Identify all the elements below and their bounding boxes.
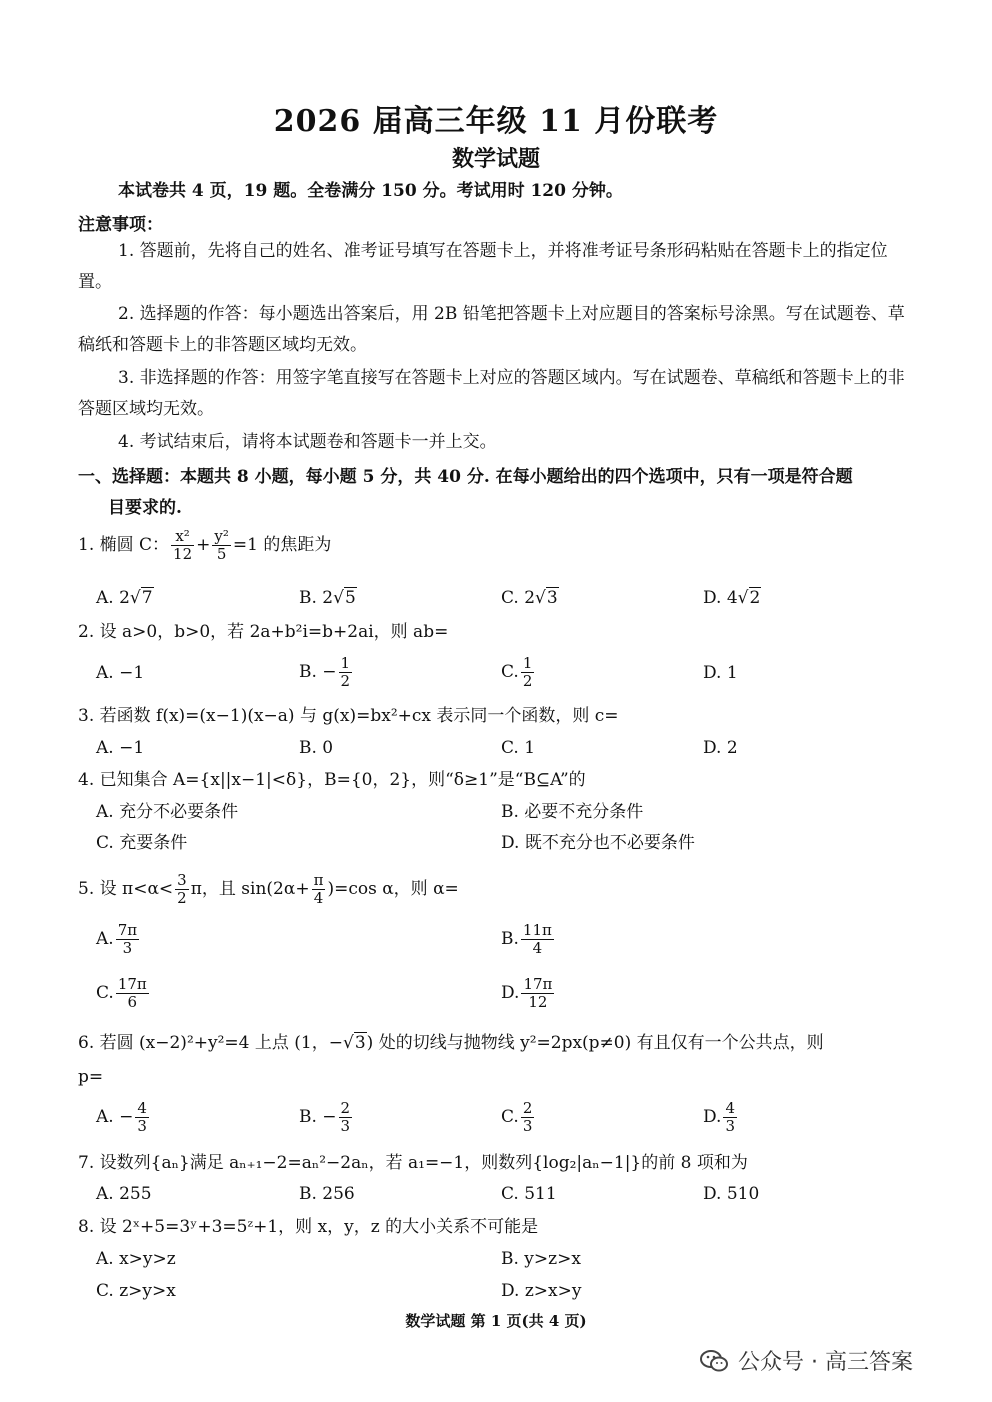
q5-option-b-label: B. [501,929,519,949]
q5-option-b-fraction [521,922,554,957]
exam-intro: 本试卷共 4 页，19 题。全卷满分 150 分。考试用时 120 分钟。 [118,181,623,201]
q6-a-den: 3 [137,1117,147,1135]
q2-option-c-fraction [521,655,535,690]
q5-option-d[interactable] [501,976,556,1011]
q5-fraction-1 [175,872,189,907]
q8-option-d[interactable]: D. z>x>y [501,1281,582,1301]
q5-a-den: 3 [122,939,133,957]
q6-radicand: 3 [354,1033,366,1053]
watermark-text: 公众号 · 高三答案 [738,1350,913,1375]
q5-a-num: 7π [117,921,138,939]
section-heading-line-1: 一、选择题：本题共 8 小题，每小题 5 分，共 40 分. 在每小题给出的四个选项中，只有一项是符合题 [78,467,853,487]
q1-fraction-x [171,528,194,563]
q5-stem-start: 5. 设 π<α< [78,879,174,899]
q6-c-num: 2 [522,1099,533,1117]
q5-f2-den: 4 [313,889,324,907]
q4-option-a[interactable]: A. 充分不必要条件 [96,802,239,822]
q5-option-d-fraction [521,976,554,1011]
q5-option-b[interactable] [501,922,556,957]
q3-option-b[interactable]: B. 0 [299,738,334,758]
q5-option-a-fraction [116,922,139,957]
q5-option-d-label: D. [501,983,520,1003]
q6-d-num: 4 [725,1099,735,1117]
q1-frac1-den: 12 [173,545,193,563]
q4-option-b[interactable]: B. 必要不充分条件 [501,802,644,822]
q7-option-d[interactable]: D. 510 [703,1184,760,1204]
wechat-icon [700,1349,728,1373]
q7-option-b[interactable]: B. 256 [299,1184,355,1204]
q6-option-d-fraction [723,1100,737,1135]
q1-stem-end: =1 的焦距为 [232,535,332,555]
q6-stem-start: 6. 若圆 (x−2)²+y²=4 上点 (1，− [78,1033,343,1053]
q3-option-a[interactable]: A. −1 [96,738,145,758]
question-8-stem: 8. 设 2ˣ+5=3ʸ+3=5ᶻ+1，则 x，y，z 的大小关系不可能是 [78,1217,539,1237]
q2-c-den: 2 [522,672,533,690]
q6-d-den: 3 [725,1117,735,1135]
q5-option-a[interactable] [96,922,141,957]
q1-option-b-label: B. 2 [299,588,334,608]
q2-option-c-label: C. [501,662,519,682]
q5-c-num: 17π [117,975,147,993]
q6-option-a[interactable] [96,1100,151,1135]
question-2-stem: 2. 设 a>0，b>0，若 2a+b²i=b+2ai，则 ab= [78,622,449,642]
q2-option-c[interactable] [501,655,536,690]
q5-d-num: 17π [523,975,553,993]
q6-option-d-label: D. [703,1107,722,1127]
q7-option-c[interactable]: C. 511 [501,1184,557,1204]
q2-c-num: 1 [522,654,533,672]
watermark [700,1345,913,1376]
q5-stem-mid: π，且 sin(2α+ [190,879,310,899]
page-footer: 数学试题 第 1 页(共 4 页) [405,1312,587,1330]
q5-c-den: 6 [127,993,138,1011]
q1-frac2-num: y² [214,527,229,545]
exam-subtitle: 数学试题 [451,146,540,172]
section-heading [78,462,923,524]
q5-option-c-fraction [116,976,149,1011]
q1-frac1-num: x² [171,528,194,546]
q5-fraction-2 [312,872,326,907]
question-6-stem-cont: p= [78,1067,104,1087]
q6-option-b-fraction [339,1100,353,1135]
q1-option-b-radicand: 5 [344,588,356,608]
q6-option-b[interactable] [299,1100,354,1135]
notice-item-2: 2. 选择题的作答：每小题选出答案后，用 2B 铅笔把答题卡上对应题目的答案标号涂黑。写在试题卷、草稿纸和答题卡上的非答题区域均无效。 [78,304,905,355]
q6-option-d[interactable] [703,1100,739,1135]
q6-a-num: 4 [137,1099,147,1117]
q1-option-c-radicand: 3 [546,588,558,608]
q4-option-c[interactable]: C. 充要条件 [96,833,188,853]
q5-f2-num: π [313,871,324,889]
q8-option-a[interactable]: A. x>y>z [96,1249,176,1269]
q2-option-b-fraction [339,655,353,690]
q5-b-num: 11π [522,921,552,939]
sqrt-icon: √5 [333,588,356,608]
q6-option-b-label: B. − [299,1107,337,1127]
exam-title: 2026 届高三年级 11 月份联考 [273,104,719,139]
section-heading-line-2: 目要求的. [108,498,182,518]
question-6-stem [78,1030,824,1056]
sqrt-icon: √3 [535,588,558,608]
q5-b-den: 4 [532,939,543,957]
q6-option-c-label: C. [501,1107,519,1127]
q3-option-d[interactable]: D. 2 [703,738,738,758]
q6-b-num: 2 [340,1099,351,1117]
sqrt-icon: √3 [342,1033,366,1053]
q1-option-d[interactable] [703,585,761,611]
q1-option-c[interactable] [501,585,559,611]
q1-option-a-radicand: 7 [141,588,153,608]
q2-option-b-label: B. − [299,662,337,682]
q1-option-b[interactable] [299,585,357,611]
sqrt-icon: √7 [129,588,153,608]
notice-heading: 注意事项： [78,215,163,235]
q8-option-c[interactable]: C. z>y>x [96,1281,176,1301]
q5-d-den: 12 [528,993,548,1011]
q6-option-a-label: A. − [96,1107,134,1127]
q6-option-c-fraction [521,1100,535,1135]
q5-option-c-label: C. [96,983,114,1003]
q2-option-d[interactable]: D. 1 [703,663,738,683]
q5-stem-end: )=cos α，则 α= [327,879,459,899]
question-1-stem: 1. 椭圆 C： $\frac{\text{x²}}{12}$ + $\frac{\text{y²}}{5}$ =1 的焦距为 [78,527,332,563]
q2-b-num: 1 [340,654,351,672]
q1-stem-start: 1. 椭圆 C： [78,535,170,555]
question-5-stem [78,872,459,907]
q2-option-a[interactable]: A. −1 [96,663,145,683]
q8-option-b[interactable]: B. y>z>x [501,1249,581,1269]
q5-f1-den: 2 [177,889,187,907]
sqrt-icon: √2 [737,588,761,608]
q2-b-den: 2 [340,672,351,690]
question-7-stem: 7. 设数列{aₙ}满足 aₙ₊₁−2=aₙ²−2aₙ，若 a₁=−1，则数列{log₂|aₙ−1|}的前 8 项和为 [78,1153,748,1173]
q5-option-c[interactable] [96,976,151,1011]
q1-option-c-label: C. 2 [501,588,536,608]
q6-option-a-fraction [135,1100,149,1135]
q5-option-a-label: A. [96,929,114,949]
notice-item-3: 3. 非选择题的作答：用签字笔直接写在答题卡上对应的答题区域内。写在试题卷、草稿纸和答题卡上的非答题区域均无效。 [78,368,905,419]
question-4-stem: 4. 已知集合 A={x||x−1|<δ}，B={0，2}，则“δ≥1”是“B⊆A”的 [78,770,586,790]
q3-option-c[interactable]: C. 1 [501,738,536,758]
q6-b-den: 3 [340,1117,351,1135]
q1-option-d-label: D. 4 [703,588,738,608]
q1-option-d-radicand: 2 [749,588,761,608]
notice-item-1: 1. 答题前，先将自己的姓名、准考证号填写在答题卡上，并将准考证号条形码粘贴在答题卡上的指定位置。 [78,241,888,292]
q5-f1-num: 3 [177,871,187,889]
q1-option-a-label: A. 2 [96,588,130,608]
q4-option-d[interactable]: D. 既不充分也不必要条件 [501,833,695,853]
q6-stem-end: ) 处的切线与抛物线 y²=2px(p≠0) 有且仅有一个公共点，则 [366,1033,824,1053]
q1-option-a[interactable] [96,585,154,611]
q1-frac2-den: 5 [216,545,227,563]
q1-fraction-y [212,528,231,563]
q6-c-den: 3 [522,1117,533,1135]
question-3-stem: 3. 若函数 f(x)=(x−1)(x−a) 与 g(x)=bx²+cx 表示同一个函数，则 c= [78,706,619,726]
q6-option-c[interactable] [501,1100,536,1135]
q2-option-b[interactable] [299,655,354,690]
notice-item-4: 4. 考试结束后，请将本试题卷和答题卡一并上交。 [118,432,497,452]
q7-option-a[interactable]: A. 255 [96,1184,152,1204]
